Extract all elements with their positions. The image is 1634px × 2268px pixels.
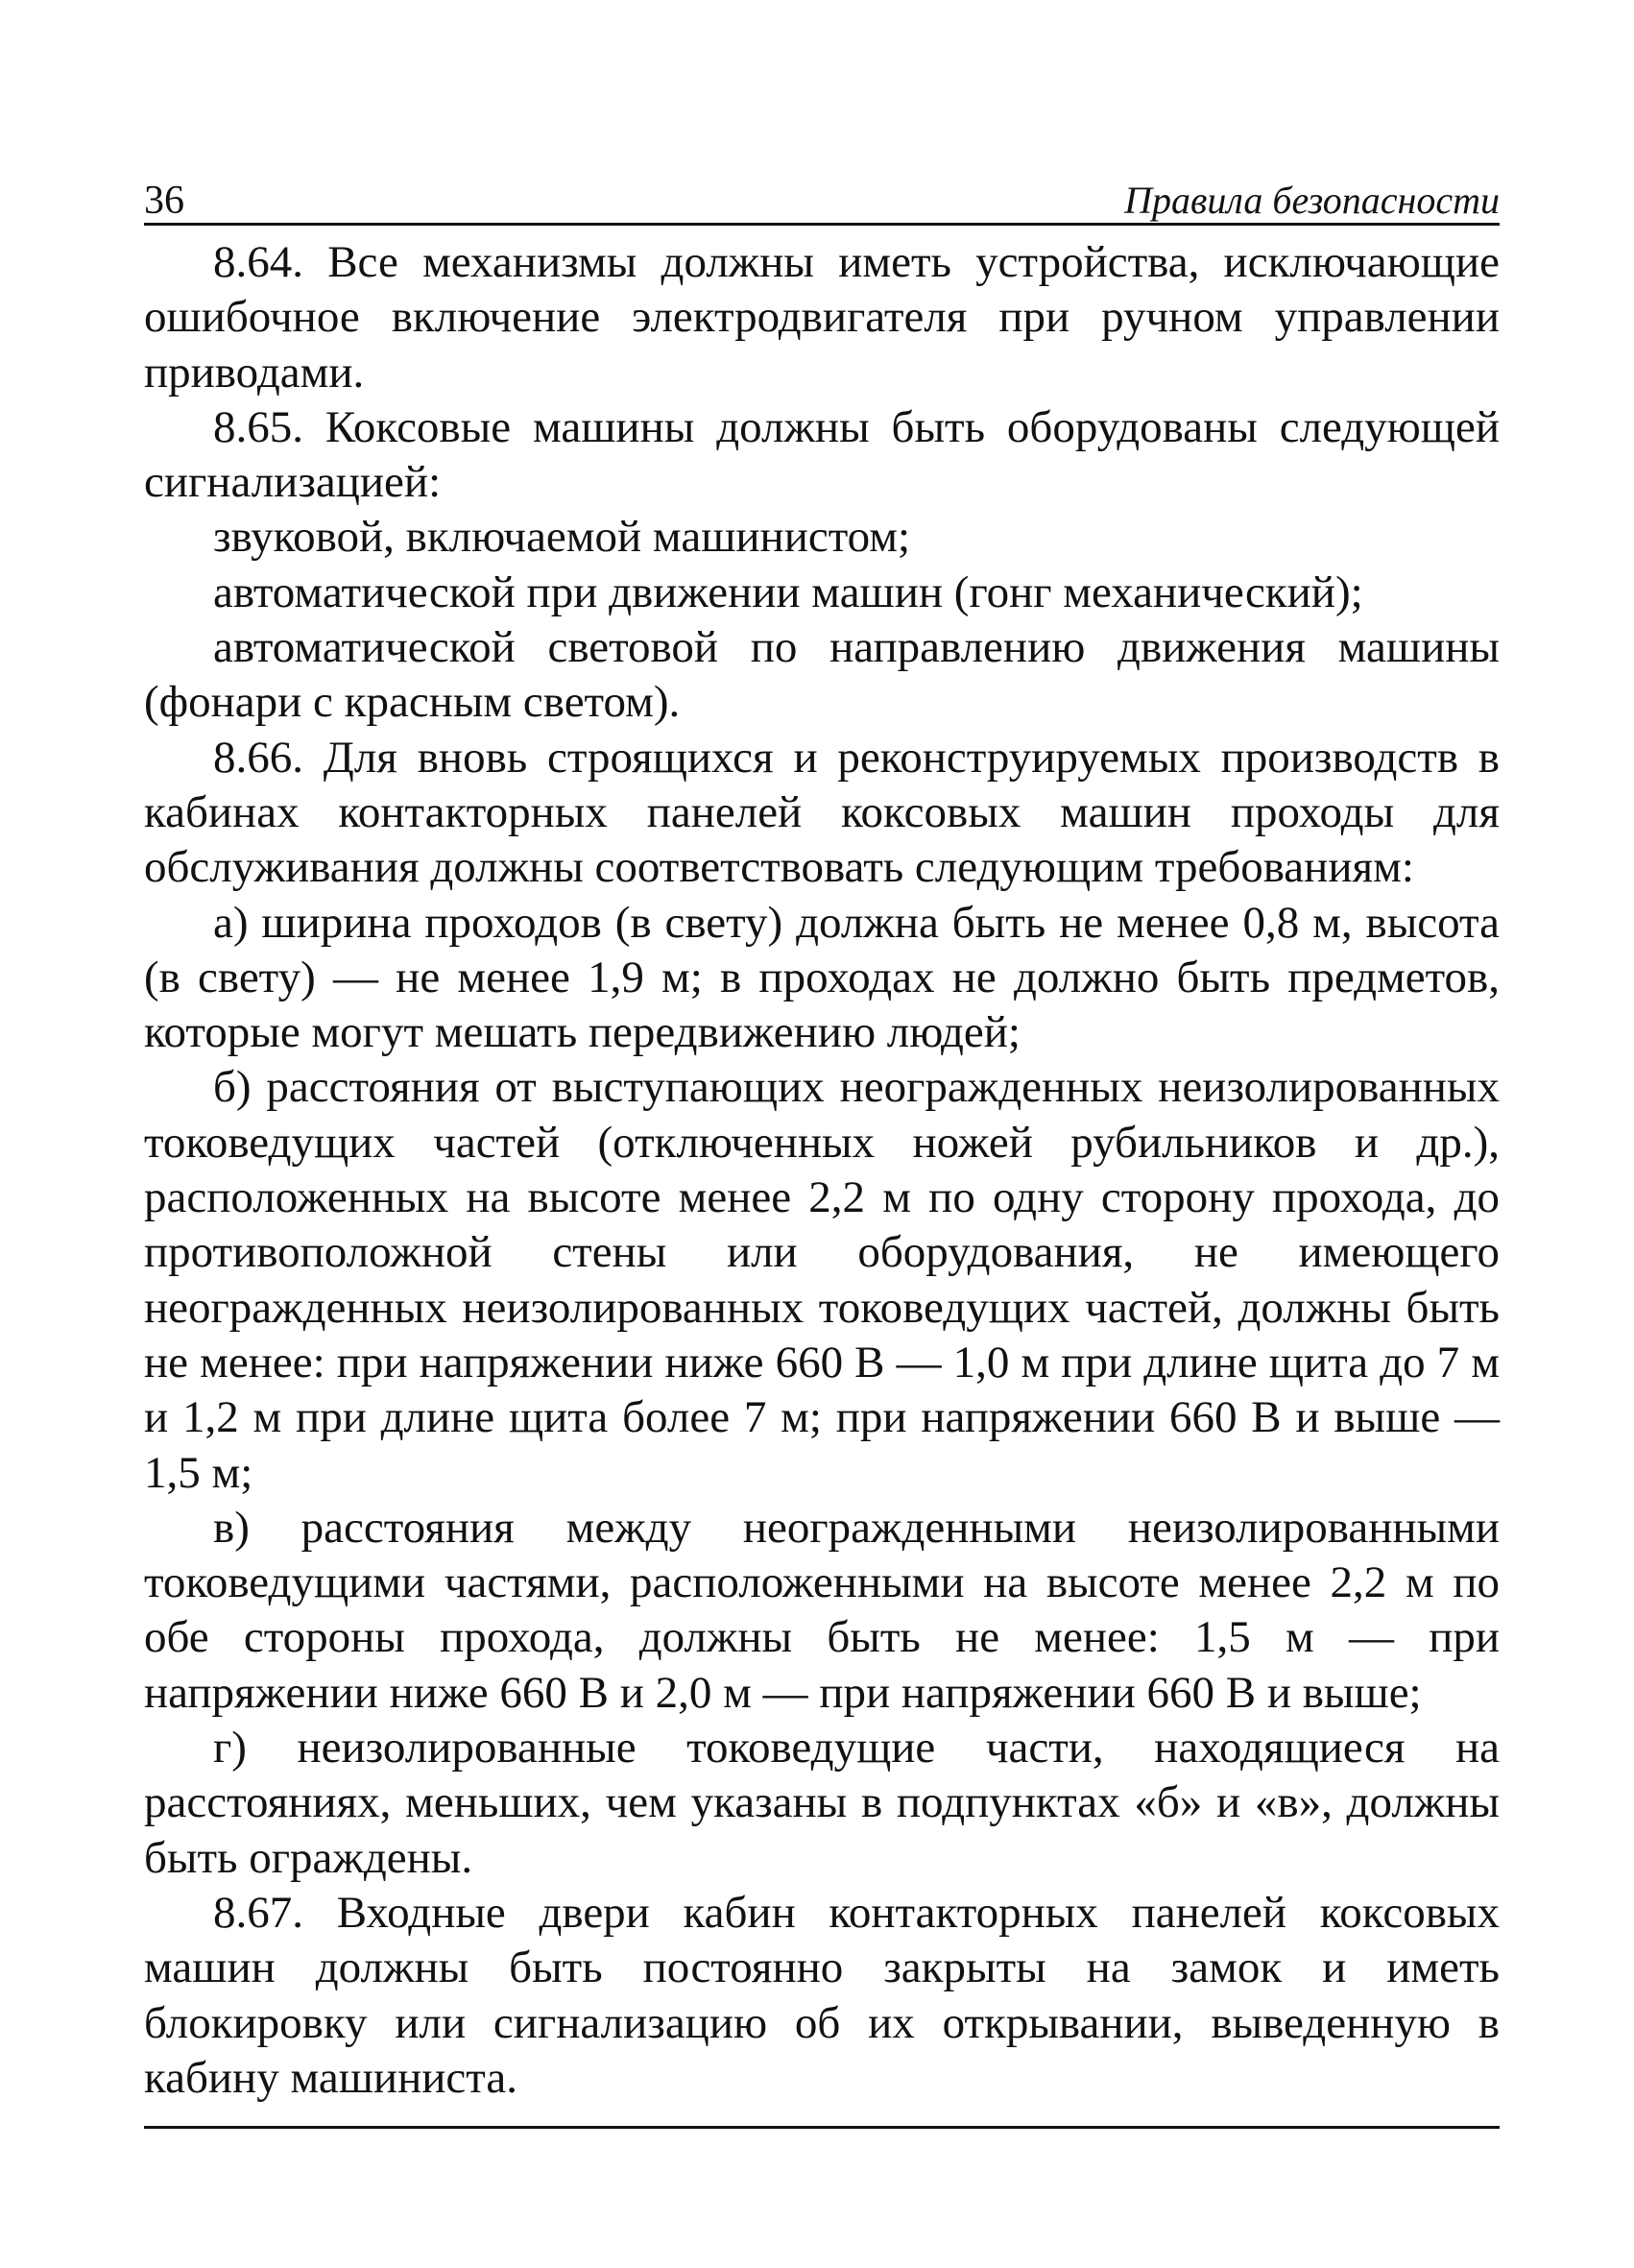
paragraph-8-65: 8.65. Коксовые машины должны быть оборудованы следующей сигнализацией:	[144, 401, 1500, 508]
subitem-b: б) расстояния от выступающих неогражденных неизолированных токоведущих частей (отключенных ножей рубильников и др.), расположенных на высоте менее 2,2 м по одну сторону прохода, до противоположной стены или оборудования, не имеющего неогражденных неизолированных токоведущих частей, должны быть не менее: при напряжении ниже 660 В — 1,0 м при длине щита до 7 м и 1,2 м при длине щита более 7 м; при напряжении 660 В и выше — 1,5 м;	[144, 1062, 1500, 1498]
signal-item-auto-gong: автоматической при движении машин (гонг механический);	[213, 567, 1363, 617]
document-page	[144, 173, 1500, 2106]
signal-item-sound: звуковой, включаемой машинистом;	[213, 512, 911, 563]
page-header	[144, 173, 1500, 226]
paragraph-8-66: 8.66. Для вновь строящихся и реконструируемых производств в кабинах контакторных панелей коксовых машин проходы для обслуживания должны соответствовать следующим требованиям:	[144, 732, 1500, 893]
body-text	[144, 235, 1500, 2106]
signal-item-auto-light: автоматической световой по направлению движения машины (фонари с красным светом).	[144, 622, 1500, 728]
page-number: 36	[144, 179, 184, 223]
subitem-v: в) расстояния между неогражденными неизолированными токоведущими частями, расположенными на высоте менее 2,2 м по обе стороны прохода, должны быть не менее: 1,5 м — при напряжении ниже 660 В и 2,0 м — при напряжении 660 В и выше;	[144, 1502, 1500, 1718]
footer-rule	[144, 2126, 1500, 2129]
subitem-g: г) неизолированные токоведущие части, находящиеся на расстояниях, меньших, чем указаны в подпунктах «б» и «в», должны быть ограждены.	[144, 1723, 1500, 1883]
paragraph-8-64: 8.64. Все механизмы должны иметь устройства, исключающие ошибочное включение электродвигателя при ручном управлении приводами.	[144, 237, 1500, 398]
running-title: Правила безопасности	[1124, 179, 1500, 222]
paragraph-8-67: 8.67. Входные двери кабин контакторных панелей коксовых машин должны быть постоянно закрыты на замок и иметь блокировку или сигнализацию об их открывании, выведенную в кабину машиниста.	[144, 1887, 1500, 2103]
subitem-a: а) ширина проходов (в свету) должна быть не менее 0,8 м, высота (в свету) — не менее 1,9 м; в проходах не должно быть предметов, которые могут мешать передвижению людей;	[144, 897, 1500, 1058]
